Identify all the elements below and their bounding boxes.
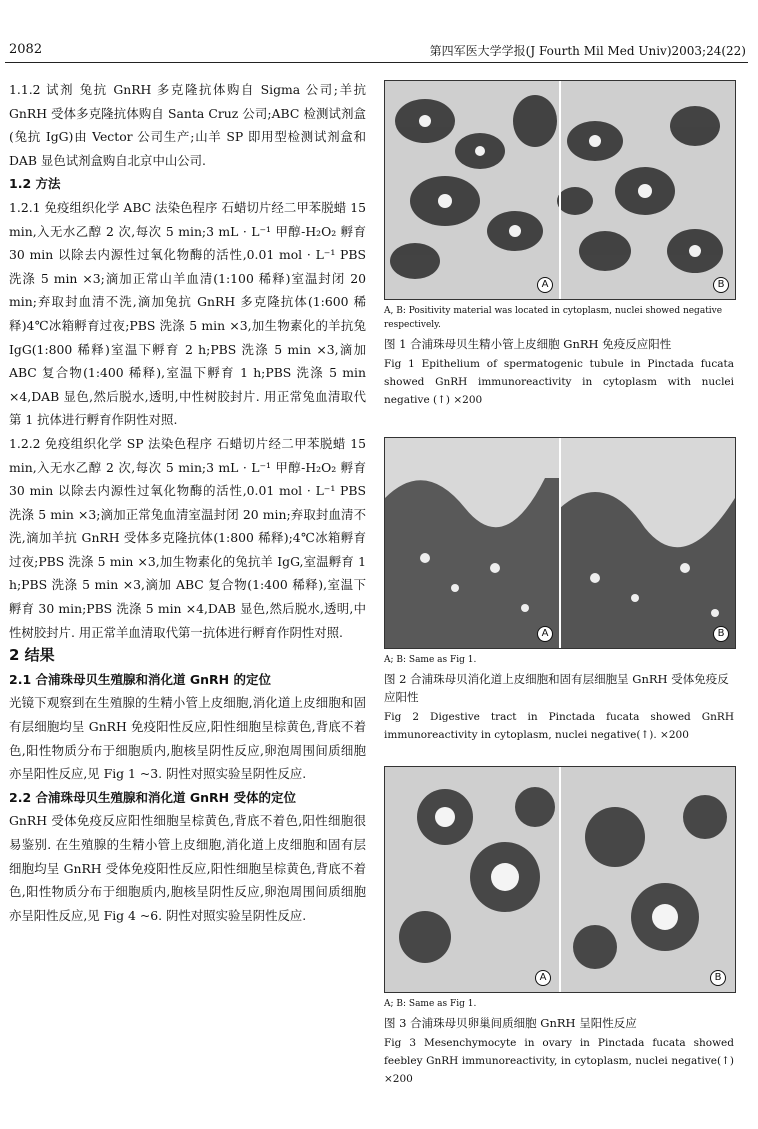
header-rule: [5, 62, 748, 63]
left-column: [9, 78, 366, 927]
results-paragraph-2-1: 光镜下观察到在生殖腺的生精小管上皮细胞,消化道上皮细胞和固有层细胞均呈 GnRH 免疫阳性反应,阳性细胞呈棕黄色,背底不着色,阳性物质分布于细胞质内,胞核呈阴性反应,卵泡周围间质细胞亦呈阳性反应,见 Fig 1 ~3. 阴性对照实验呈阴性反应.: [9, 695, 366, 782]
figure-1-note: A, B: Positivity material was located in cytoplasm, nuclei showed negative respectively.: [384, 306, 723, 330]
methods-heading: 1.2 方法: [9, 176, 61, 192]
micrograph-1: [385, 81, 735, 299]
page-number: 2082: [9, 42, 43, 57]
figure-1-caption-cn: 图 1 合浦珠母贝生精小管上皮细胞 GnRH 免疫反应阳性: [384, 337, 672, 351]
results-heading-2-2: 2.2 合浦珠母贝生殖腺和消化道 GnRH 受体的定位: [9, 789, 296, 805]
figure-3-caption-cn: 图 3 合浦珠母贝卵巢间质细胞 GnRH 呈阳性反应: [384, 1016, 637, 1030]
figure-3-note: A; B: Same as Fig 1.: [384, 999, 477, 1009]
reagents-paragraph: 1.1.2 试剂 兔抗 GnRH 多克隆抗体购自 Sigma 公司;羊抗 GnRH 受体多克隆抗体购自 Santa Cruz 公司;ABC 检测试剂盒(兔抗 IgG)由 Vector 公司生产;山羊 SP 即用型检测试剂盒和 DAB 显色试剂盒购自北京中山公司.: [9, 82, 366, 168]
panel-b-label: B: [713, 277, 729, 293]
panel-a-label: A: [535, 970, 551, 986]
figure-3-image: [384, 766, 736, 993]
figure-2-note: A; B: Same as Fig 1.: [384, 655, 477, 665]
sp-method-paragraph: 1.2.2 免疫组织化学 SP 法染色程序 石蜡切片经二甲苯脱蜡 15 min,入无水乙醇 2 次,每次 5 min;3 mL · L⁻¹ 甲醇-H₂O₂ 孵育 30 min 以除去内源性过氧化物酶的活性,0.01 mol · L⁻¹ PBS 洗涤 5 min ×3;滴加正常兔血清室温封闭 20 min;弃取封血清不洗,滴加羊抗 GnRH 受体多克隆抗体(1:800 稀释);4℃冰箱孵育过夜;PBS 洗涤 5 min ×3,加生物素化的兔抗羊 IgG,室温孵育 1 h;PBS 洗涤 5 min ×3,滴加 ABC 复合物(1:400 稀释),室温下孵育 30 min;PBS 洗涤 5 min ×4,DAB 显色,然后脱水,透明,中性树胶封片. 用正常羊血清取代第一抗体进行孵育作阴性对照.: [9, 435, 366, 640]
figure-1-caption-en: Fig 1 Epithelium of spermatogenic tubule in Pinctada fucata showed GnRH immunoreactivity in cytoplasm with nuclei negative (↑) ×200: [384, 358, 734, 406]
panel-b-label: B: [713, 626, 729, 642]
right-column: [384, 80, 734, 1088]
micrograph-3: [385, 767, 735, 992]
figure-1-image: [384, 80, 736, 300]
figure-3-caption-en: Fig 3 Mesenchymocyte in ovary in Pinctada fucata showed feebley GnRH immunoreactivity, in cytoplasm, nuclei negative(↑) ×200: [384, 1037, 734, 1085]
figure-2-image: [384, 437, 736, 649]
panel-a-label: A: [537, 626, 553, 642]
figure-2-caption-en: Fig 2 Digestive tract in Pinctada fucata showed GnRH immunoreactivity in cytoplasm, nuclei negative(↑). ×200: [384, 711, 734, 741]
micrograph-2: [385, 438, 735, 648]
figure-2-caption-cn: 图 2 合浦珠母贝消化道上皮细胞和固有层细胞呈 GnRH 受体免疫反应阳性: [384, 672, 729, 704]
panel-a-label: A: [537, 277, 553, 293]
results-paragraph-2-2: GnRH 受体免疫反应阳性细胞呈棕黄色,背底不着色,阳性细胞很易鉴别. 在生殖腺的生精小管上皮细胞,消化道上皮细胞和固有层细胞均呈 GnRH 受体免疫阳性反应,阳性细胞呈棕黄色,背底不着色,阳性物质分布于细胞质内,胞核呈阴性反应,卵泡周围间质细胞亦呈阳性反应,见 Fig 4 ~6. 阴性对照实验呈阴性反应.: [9, 813, 366, 923]
journal-header: 第四军医大学学报(J Fourth Mil Med Univ)2003;24(22): [429, 44, 746, 58]
results-heading: 2 结果: [9, 646, 55, 665]
panel-b-label: B: [710, 970, 726, 986]
results-heading-2-1: 2.1 合浦珠母贝生殖腺和消化道 GnRH 的定位: [9, 671, 271, 687]
abc-method-paragraph: 1.2.1 免疫组织化学 ABC 法染色程序 石蜡切片经二甲苯脱蜡 15 min,入无水乙醇 2 次,每次 5 min;3 mL · L⁻¹ 甲醇-H₂O₂ 孵育 30 min 以除去内源性过氧化物酶的活性,0.01 mol · L⁻¹ PBS 洗涤 5 min ×3;滴加正常山羊血清(1:100 稀释)室温封闭 20 min;弃取封血清不洗,滴加兔抗 GnRH 多克隆抗体(1:600 稀释)4℃冰箱孵育过夜;PBS 洗涤 5 min ×3,加生物素化的羊抗兔 IgG(1:800 稀释)室温下孵育 2 h;PBS 洗涤 5 min ×3,滴加 ABC 复合物(1:400 稀释),室温下孵育 1 h;PBS 洗涤 5 min ×4,DAB 显色,然后脱水,透明,中性树胶封片. 用正常兔血清取代第 1 抗体进行孵育作阴性对照.: [9, 199, 366, 428]
